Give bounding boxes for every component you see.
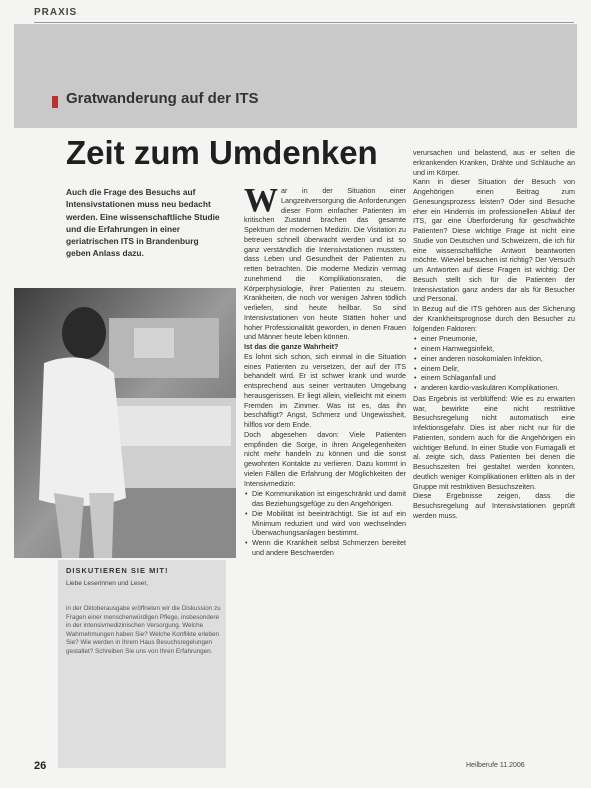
- info-box: [58, 560, 226, 768]
- section-label: PRAXIS: [34, 7, 78, 18]
- dropcap: W: [244, 182, 278, 219]
- list-item: • Die Mobilität ist beeinträchtigt. Sie ist auf ein Minimum reduziert und wird von wechselnden Überwachungsanlagen bestimmt.: [252, 509, 406, 538]
- list-item: • Wenn die Krankheit selbst Schmerzen bereitet und andere Beschwerden: [252, 538, 406, 558]
- paragraph: verursachen und belastend, aus er selten die erkrankenden Kranken, Drähte und Schläuche an und im Körper.: [413, 148, 575, 177]
- body-paragraph-2: Doch abgesehen davon: Viele Patienten empfinden die Sorge, in ihren Angelegenheiten nicht mehr handeln zu können und die sonst gewohnten Kontakte zu verlieren. Dazu kommt in vielen Fällen die Erfahrung der Möglichkeiten der Intensivmedizin:: [244, 429, 406, 488]
- intro-paragraph: ar in der Situation einer Langzeitversorgung die Anforderungen dieser Form einfacher Patienten im kritischen Zustand brachen das gesamte Spektrum der modernen Medizin. Die Visitation zu betreuen schnell überwacht werden und ist so ganz verständlich die Intensivstationen mussten, dass Leben und Gesundheit der Patienten zu retten betrachten. Die moderne Medizin vermag zunehmend die Komplikationsraten, die Körperphysiologie, ihrer Patienten zu steuern. Krankheiten, die noch vor wenigen Jahren tödlich verliefen, sind heute heilbar. So sind Intensivstationen von heute Stätten hoher und hoher Professionalität geworden, in denen Frauen und Männer heute leben können.: [244, 186, 406, 342]
- kicker-accent-mark: [52, 96, 58, 108]
- info-box-title: DISKUTIEREN SIE MIT!: [66, 566, 169, 575]
- headline: Zeit zum Umdenken: [66, 134, 378, 171]
- page-number: 26: [34, 760, 47, 772]
- info-box-body: in der Oktoberausgabe eröffneten wir die Diskussion zu Fragen einer menschenwürdigen Pflege, insbesondere in der intensivmedizinischen Versorgung. Welche Wahrnehmungen haben Sie? Welche Konflikte erleben Sie? Wie werden in Ihrem Haus Besuchsregelungen gestaltet? Schreiben Sie uns von Ihren Erfahrungen.: [66, 605, 221, 655]
- list-item: • einem Delir,: [421, 364, 575, 374]
- article-column-1: [244, 182, 406, 559]
- lead-paragraph: Auch die Frage des Besuchs auf Intensivstationen muss neu bedacht werden. Eine wissenschaftliche Studie und die Erfahrungen in einer geriatrischen ITS in Brandenburg geben Anlass dazu.: [66, 187, 220, 259]
- bullet-list: [244, 489, 406, 557]
- body-paragraph: Es lohnt sich schon, sich einmal in die Situation eines Patienten zu versetzen, der auf der ITS behandelt wird. Er ist schwer krank und wurde entsprechend aus seiner vertrauten Umgebung herausgerissen. Er liegt allein, vielleicht mit einem Fremden im Zimmer. Was ist es, das ihn beschäftigt? Angst, Schmerz und Ungewissheit, hilflos vor dem Ende.: [244, 351, 406, 429]
- list-item: • einer Pneumonie,: [421, 334, 575, 344]
- header-band: [14, 24, 577, 128]
- paragraph: In Bezug auf die ITS gehören aus der Sicherung der Krankheitsprognose durch den Besucher zu folgenden Faktoren:: [413, 304, 575, 333]
- article-column-2: [413, 148, 575, 521]
- paragraph: Diese Ergebnisse zeigen, dass die Besuchsregelung auf Intensivstationen geprüft werden muss.: [413, 491, 575, 520]
- info-box-greeting: Liebe Leserinnen und Leser,: [66, 580, 149, 587]
- list-item: • einem Harnwegsinfekt,: [421, 344, 575, 354]
- header-rule: [34, 22, 574, 23]
- list-item: • einem Schlaganfall und: [421, 373, 575, 383]
- list-item: • einer anderen nosokomialen Infektion,: [421, 354, 575, 364]
- kicker: Gratwanderung auf der ITS: [66, 90, 259, 107]
- subheading: Ist das die ganze Wahrheit?: [244, 342, 339, 351]
- list-item: • anderen kardio-vaskulären Komplikationen.: [421, 383, 575, 393]
- hospital-photo: [14, 288, 236, 558]
- paragraph: Das Ergebnis ist verblüffend: Wie es zu erwarten war, bewirkte eine nicht restriktive Besuchsregelung nicht automatisch eine Infektionsgefahr. Dies ist aber nicht nur für die Patienten, sondern auch für die Angehörigen ein wichtiger Befund. In einer Studie von Fumagalli et al. zeigte sich, dass Patienten bei denen die Besuchszeiten frei gestaltet werden konnten, deutlich weniger Komplikationen erlitten als in der Gruppe mit restriktiven Besuchszeiten.: [413, 393, 575, 491]
- complication-list: [413, 334, 575, 393]
- list-item: • Die Kommunikation ist eingeschränkt und damit das Beziehungsgefüge zu den Angehörigen.: [252, 489, 406, 509]
- paragraph: Kann in dieser Situation der Besuch von Angehörigen einen Beitrag zum Genesungsprozess leisten? Oder sind Besuche eher ein Hindernis im professionellen Ablauf der ITS, gar eine Überforderung für geschwächte Patienten? Diese wichtige Frage ist nicht eine Studie von Deutschen und Schweizern, die ich für eine wissenschaftliche Antwort beantworten möchte. Wieviel besuchen ist richtig? Der Versuch um Antworten auf diese Fragen ist wichtig: Der Besuch stellt sich für die Patienten der Intensivstation ganz anders dar als für Besucher und Personal.: [413, 177, 575, 304]
- journal-footer: Heilberufe 11.2006: [466, 762, 525, 769]
